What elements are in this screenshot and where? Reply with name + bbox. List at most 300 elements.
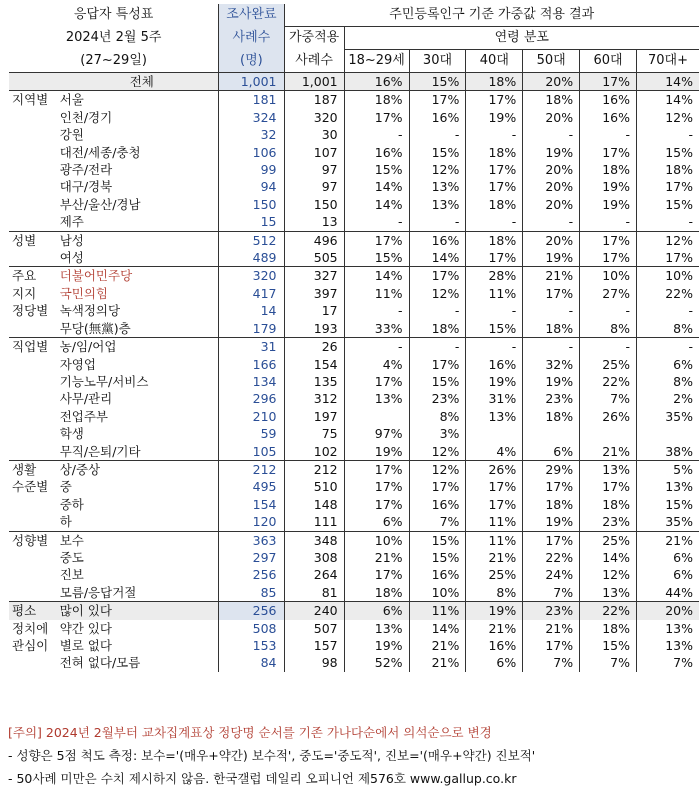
row-group-label: 관심이	[12, 638, 49, 653]
row-category-label: 서울	[60, 91, 219, 109]
age-share-cell: 7%	[636, 654, 699, 671]
weighted-count-cell: 312	[284, 390, 344, 407]
survey-count-cell: 489	[219, 249, 284, 267]
survey-count-cell: 363	[219, 531, 284, 549]
age-share-cell: -	[580, 338, 637, 356]
survey-count-cell: 296	[219, 390, 284, 407]
age-header-70plus: 70대+	[636, 50, 699, 73]
age-share-cell: 18%	[409, 320, 466, 338]
age-share-cell: 16%	[409, 566, 466, 583]
survey-count-cell: 150	[219, 196, 284, 213]
survey-count-cell: 166	[219, 356, 284, 373]
row-category-label: 인천/경기	[59, 109, 113, 125]
age-share-cell: 11%	[466, 513, 523, 531]
age-share-cell: -	[580, 213, 637, 231]
weighted-header-2: 사례수	[284, 50, 344, 73]
weighted-count-cell: 397	[284, 285, 344, 302]
table-row	[9, 109, 699, 126]
age-share-cell: 20%	[523, 109, 580, 126]
age-share-cell: 12%	[409, 460, 466, 478]
age-share-cell: -	[636, 126, 699, 143]
row-category-label: 학생	[59, 426, 84, 442]
age-share-cell: 17%	[409, 267, 466, 285]
age-share-cell: 15%	[409, 531, 466, 549]
age-share-cell: 44%	[636, 584, 699, 602]
age-share-cell: 19%	[523, 144, 580, 161]
age-share-cell: 19%	[466, 373, 523, 390]
age-share-cell: 21%	[409, 637, 466, 654]
survey-count-header-2: 사례수	[219, 27, 284, 50]
row-group-label	[9, 356, 60, 373]
age-share-cell: 10%	[344, 531, 409, 549]
age-share-cell: 13%	[580, 460, 637, 478]
age-share-cell: 15%	[636, 144, 699, 161]
age-share-cell: 15%	[636, 196, 699, 213]
weighted-count-cell: 193	[284, 320, 344, 338]
row-category-label: 전혀 없다/모름	[59, 655, 141, 671]
age-share-cell: 21%	[409, 654, 466, 671]
survey-count-cell: 120	[219, 513, 284, 531]
age-share-cell: 16%	[344, 73, 409, 91]
age-share-cell: 17%	[344, 566, 409, 583]
age-share-cell: 20%	[523, 231, 580, 249]
age-share-cell: 52%	[344, 654, 409, 671]
age-share-cell: 17%	[523, 285, 580, 302]
survey-count-cell: 85	[219, 584, 284, 602]
row-group-label	[9, 109, 60, 126]
age-header-40s: 40대	[466, 50, 523, 73]
weighted-count-cell: 308	[284, 549, 344, 566]
age-share-cell: 19%	[466, 109, 523, 126]
weighted-count-cell: 197	[284, 408, 344, 425]
row-group-label	[9, 249, 60, 267]
age-share-cell: 18%	[523, 408, 580, 425]
row-group-label	[9, 144, 60, 161]
weighted-count-cell: 327	[284, 267, 344, 285]
row-category-label: 자영업	[59, 356, 96, 372]
age-share-cell: 8%	[636, 320, 699, 338]
age-share-cell: 20%	[523, 161, 580, 178]
age-share-cell: 7%	[523, 654, 580, 671]
survey-count-cell: 324	[219, 109, 284, 126]
row-category-label: 무당(無黨)층	[59, 320, 131, 336]
age-share-cell: 17%	[344, 460, 409, 478]
age-share-cell: 17%	[580, 231, 637, 249]
age-share-cell: 7%	[523, 584, 580, 602]
row-group-label: 성별	[9, 231, 60, 249]
age-share-cell: 22%	[636, 285, 699, 302]
age-share-cell: 14%	[580, 549, 637, 566]
weighted-count-cell: 17	[284, 302, 344, 319]
weighted-count-cell: 107	[284, 144, 344, 161]
age-share-cell: -	[636, 338, 699, 356]
age-share-cell: 14%	[344, 178, 409, 195]
row-category-label: 부산/울산/경남	[59, 196, 141, 212]
age-share-cell: -	[409, 213, 466, 231]
row-group-label	[9, 566, 60, 583]
age-share-cell: 17%	[344, 109, 409, 126]
age-share-cell: 19%	[523, 513, 580, 531]
age-share-cell: 21%	[466, 549, 523, 566]
row-group-label: 지역별	[9, 91, 60, 109]
age-share-cell: 4%	[344, 356, 409, 373]
age-share-cell: -	[523, 126, 580, 143]
age-share-cell: 20%	[636, 602, 699, 620]
weighted-count-cell: 75	[284, 425, 344, 442]
row-group-label	[9, 513, 60, 531]
age-share-cell: 19%	[344, 637, 409, 654]
age-share-cell: 27%	[580, 285, 637, 302]
age-share-cell: 15%	[580, 637, 637, 654]
weighted-count-cell: 97	[284, 178, 344, 195]
row-category-label: 중하	[59, 496, 84, 512]
age-share-cell: -	[409, 126, 466, 143]
age-share-cell: 18%	[466, 231, 523, 249]
age-share-cell: 17%	[580, 249, 637, 267]
row-group-label	[9, 654, 60, 671]
age-share-cell: 10%	[636, 267, 699, 285]
table-row	[9, 285, 699, 302]
age-share-cell: 20%	[523, 178, 580, 195]
weighted-count-cell: 148	[284, 496, 344, 513]
age-share-cell: 15%	[466, 320, 523, 338]
age-share-cell: 12%	[580, 566, 637, 583]
table-row	[9, 196, 699, 213]
row-category-label: 약간 있다	[59, 620, 112, 636]
age-share-cell: 17%	[466, 496, 523, 513]
row-group-label: 성향별	[9, 531, 60, 549]
row-group-label	[9, 73, 60, 91]
age-share-cell: 24%	[523, 566, 580, 583]
weighted-count-cell: 81	[284, 584, 344, 602]
row-group-label	[9, 390, 60, 407]
age-header-30s: 30대	[409, 50, 466, 73]
weighted-header-1: 가중적용	[284, 27, 344, 50]
age-share-cell: 16%	[466, 637, 523, 654]
age-share-cell: 14%	[344, 196, 409, 213]
age-share-cell: 17%	[580, 73, 637, 91]
weighted-count-cell: 26	[284, 338, 344, 356]
table-row	[9, 320, 699, 338]
age-share-cell: 3%	[409, 425, 466, 442]
survey-count-cell: 134	[219, 373, 284, 390]
age-share-cell: 19%	[523, 249, 580, 267]
age-share-cell: 25%	[580, 356, 637, 373]
row-category-label: 대구/경북	[59, 179, 113, 195]
survey-count-cell: 15	[219, 213, 284, 231]
age-share-cell: 26%	[580, 408, 637, 425]
table-row	[9, 267, 699, 285]
weighted-count-cell: 507	[284, 620, 344, 637]
row-group-label: 생활	[9, 460, 60, 478]
age-share-cell: 17%	[344, 231, 409, 249]
age-share-cell: 6%	[636, 566, 699, 583]
weighted-count-cell: 320	[284, 109, 344, 126]
row-group-label	[9, 126, 60, 143]
age-share-cell: 20%	[523, 196, 580, 213]
age-share-cell: 33%	[344, 320, 409, 338]
title-line-3: (27~29일)	[80, 52, 147, 68]
row-group-label	[9, 196, 60, 213]
age-header-50s: 50대	[523, 50, 580, 73]
age-share-cell: 18%	[580, 161, 637, 178]
age-share-cell: 32%	[523, 356, 580, 373]
title-line-1: 응답자 특성표	[73, 7, 154, 23]
age-share-cell: 2%	[636, 390, 699, 407]
age-share-cell	[523, 425, 580, 442]
age-share-cell: -	[636, 213, 699, 231]
row-group-label: 주요	[9, 267, 60, 285]
weighted-count-cell: 157	[284, 637, 344, 654]
survey-count-cell: 94	[219, 178, 284, 195]
table-row	[9, 584, 699, 602]
table-row	[9, 126, 699, 143]
age-share-cell: 13%	[409, 196, 466, 213]
age-share-cell	[580, 425, 637, 442]
age-share-cell: -	[344, 126, 409, 143]
age-share-cell: -	[636, 302, 699, 319]
age-share-cell: 21%	[580, 443, 637, 461]
age-share-cell: 13%	[344, 390, 409, 407]
age-share-cell: 21%	[636, 531, 699, 549]
table-row	[9, 460, 699, 478]
age-share-cell: 6%	[344, 602, 409, 620]
row-category-label: 무직/은퇴/기타	[59, 443, 141, 459]
age-share-cell: 15%	[344, 161, 409, 178]
age-share-cell: 18%	[344, 91, 409, 109]
age-share-cell: 12%	[636, 231, 699, 249]
row-category-label: 전체	[60, 73, 219, 91]
age-share-cell: 7%	[409, 513, 466, 531]
survey-count-cell: 14	[219, 302, 284, 319]
age-share-cell: 15%	[409, 549, 466, 566]
row-group-label	[9, 496, 60, 513]
row-category-label: 남성	[60, 231, 219, 249]
age-share-cell: 18%	[580, 496, 637, 513]
footer-note-party-order: [주의] 2024년 2월부터 교차집계표상 정당명 순서를 기존 가나다순에서 의석순으로 변경	[8, 725, 492, 740]
age-share-cell: 23%	[580, 513, 637, 531]
age-share-cell: 17%	[636, 178, 699, 195]
row-group-label	[9, 320, 60, 338]
age-share-cell: 20%	[523, 73, 580, 91]
table-row	[9, 91, 699, 109]
age-share-cell: 16%	[344, 144, 409, 161]
age-share-cell: 18%	[344, 584, 409, 602]
age-share-cell: 13%	[636, 620, 699, 637]
weighted-count-cell: 30	[284, 126, 344, 143]
table-row	[9, 602, 699, 620]
footer-note-source: - 50사례 미만은 수치 제시하지 않음. 한국갤럽 데일리 오피니언 제576호 www.gallup.co.kr	[8, 771, 517, 786]
age-share-cell: 16%	[409, 109, 466, 126]
title-line-2: 2024년 2월 5주	[65, 30, 162, 45]
weighted-count-cell: 348	[284, 531, 344, 549]
survey-count-cell: 32	[219, 126, 284, 143]
row-category-label: 전업주부	[59, 408, 108, 424]
age-share-cell: 12%	[409, 161, 466, 178]
row-category-label: 더불어민주당	[60, 267, 219, 285]
weighted-count-cell: 97	[284, 161, 344, 178]
age-share-cell: 12%	[409, 443, 466, 461]
age-share-cell: 22%	[580, 602, 637, 620]
age-share-cell: -	[523, 213, 580, 231]
age-share-cell: -	[466, 213, 523, 231]
age-share-cell: 14%	[344, 267, 409, 285]
age-share-cell: 16%	[580, 109, 637, 126]
footer-note-ideology: - 성향은 5점 척도 측정: 보수='(매우+약간) 보수적', 중도='중도적', 진보='(매우+약간) 진보적'	[8, 748, 536, 763]
age-share-cell: 18%	[466, 196, 523, 213]
age-share-cell: 38%	[636, 443, 699, 461]
table-row	[9, 478, 699, 495]
weighted-count-cell: 505	[284, 249, 344, 267]
survey-count-cell: 105	[219, 443, 284, 461]
age-share-cell: 16%	[409, 496, 466, 513]
age-share-cell: 15%	[636, 496, 699, 513]
survey-count-cell: 1,001	[219, 73, 284, 91]
age-share-cell: 7%	[580, 390, 637, 407]
age-share-cell: 21%	[466, 620, 523, 637]
age-share-cell: -	[344, 338, 409, 356]
age-share-cell: 19%	[344, 443, 409, 461]
row-group-label	[9, 408, 60, 425]
table-row	[9, 620, 699, 637]
age-share-cell: 18%	[523, 320, 580, 338]
table-row	[9, 390, 699, 407]
age-share-cell: 97%	[344, 425, 409, 442]
weighted-count-cell: 1,001	[284, 73, 344, 91]
age-share-cell: 17%	[523, 531, 580, 549]
age-share-cell: 17%	[344, 496, 409, 513]
row-category-label: 별로 없다	[59, 638, 112, 653]
table-row	[9, 637, 699, 654]
age-share-cell: 11%	[344, 285, 409, 302]
table-row	[9, 408, 699, 425]
survey-count-cell: 320	[219, 267, 284, 285]
age-share-cell: 31%	[466, 390, 523, 407]
survey-count-cell: 212	[219, 460, 284, 478]
weighted-count-cell: 212	[284, 460, 344, 478]
age-share-cell: 17%	[523, 478, 580, 495]
row-group-label: 평소	[9, 602, 60, 620]
age-share-cell: 19%	[580, 178, 637, 195]
age-share-cell: 21%	[523, 620, 580, 637]
age-share-cell: 23%	[409, 390, 466, 407]
survey-count-cell: 297	[219, 549, 284, 566]
weighted-count-cell: 98	[284, 654, 344, 671]
row-category-label: 대전/세종/충청	[59, 144, 141, 160]
age-share-cell: 13%	[636, 478, 699, 495]
row-group-label: 수준별	[12, 479, 49, 495]
age-share-cell: 15%	[409, 73, 466, 91]
age-share-cell: 17%	[409, 356, 466, 373]
row-group-label	[9, 213, 60, 231]
weighted-count-cell: 154	[284, 356, 344, 373]
age-share-cell: -	[409, 338, 466, 356]
age-share-cell: 19%	[523, 373, 580, 390]
age-header-18-29: 18~29세	[344, 50, 409, 73]
age-share-cell: 13%	[344, 620, 409, 637]
weighted-count-cell: 102	[284, 443, 344, 461]
age-share-cell: 19%	[466, 602, 523, 620]
age-share-cell	[466, 425, 523, 442]
age-share-cell: -	[344, 213, 409, 231]
age-share-cell: 25%	[466, 566, 523, 583]
weighted-count-cell: 135	[284, 373, 344, 390]
row-category-label: 보수	[60, 531, 219, 549]
age-share-cell: 21%	[523, 267, 580, 285]
age-share-cell: -	[523, 302, 580, 319]
survey-count-header-1: 조사완료	[219, 4, 284, 27]
age-share-cell: 17%	[409, 478, 466, 495]
age-share-cell: 17%	[409, 91, 466, 109]
survey-count-cell: 154	[219, 496, 284, 513]
age-share-cell: 6%	[344, 513, 409, 531]
age-share-cell: 12%	[409, 285, 466, 302]
row-group-label	[9, 178, 60, 195]
age-share-cell: -	[466, 338, 523, 356]
age-share-cell: 6%	[523, 443, 580, 461]
table-row	[9, 144, 699, 161]
row-category-label: 여성	[59, 250, 84, 266]
result-title: 주민등록인구 기준 가중값 적용 결과	[284, 4, 699, 27]
age-share-cell: -	[523, 338, 580, 356]
age-share-cell: 8%	[580, 320, 637, 338]
row-category-label: 강원	[59, 127, 84, 143]
age-share-cell: 6%	[636, 356, 699, 373]
weighted-count-cell: 187	[284, 91, 344, 109]
age-share-cell: 10%	[580, 267, 637, 285]
age-share-cell: 15%	[344, 249, 409, 267]
age-share-cell: 26%	[466, 460, 523, 478]
age-share-cell: 18%	[523, 91, 580, 109]
row-group-label: 지지	[12, 285, 37, 301]
age-share-cell: 17%	[466, 178, 523, 195]
age-share-cell: 14%	[409, 249, 466, 267]
age-share-cell: 35%	[636, 513, 699, 531]
survey-count-cell: 508	[219, 620, 284, 637]
age-share-cell: 23%	[523, 602, 580, 620]
row-category-label: 하	[59, 514, 72, 530]
age-share-cell: 15%	[409, 373, 466, 390]
age-share-cell: 13%	[580, 584, 637, 602]
table-row	[9, 231, 699, 249]
age-share-cell: 19%	[580, 196, 637, 213]
row-group-label	[9, 549, 60, 566]
table-row	[9, 213, 699, 231]
age-share-cell: 25%	[580, 531, 637, 549]
survey-count-cell: 153	[219, 637, 284, 654]
age-share-cell: 17%	[580, 144, 637, 161]
age-share-cell: 11%	[466, 531, 523, 549]
age-share-cell	[344, 408, 409, 425]
table-row	[9, 249, 699, 267]
survey-count-cell: 31	[219, 338, 284, 356]
age-share-cell: 17%	[344, 478, 409, 495]
age-share-cell: 17%	[580, 478, 637, 495]
row-category-label: 광주/전라	[59, 162, 113, 178]
age-share-cell: 18%	[466, 144, 523, 161]
row-group-label: 정당별	[12, 303, 49, 319]
survey-count-cell: 106	[219, 144, 284, 161]
weighted-count-cell: 111	[284, 513, 344, 531]
weighted-count-cell: 240	[284, 602, 344, 620]
age-share-cell: 17%	[466, 478, 523, 495]
age-share-cell: 17%	[523, 637, 580, 654]
age-share-cell: 15%	[409, 144, 466, 161]
survey-count-cell: 417	[219, 285, 284, 302]
age-share-cell: 5%	[636, 460, 699, 478]
survey-count-cell: 210	[219, 408, 284, 425]
age-share-cell: 6%	[636, 549, 699, 566]
